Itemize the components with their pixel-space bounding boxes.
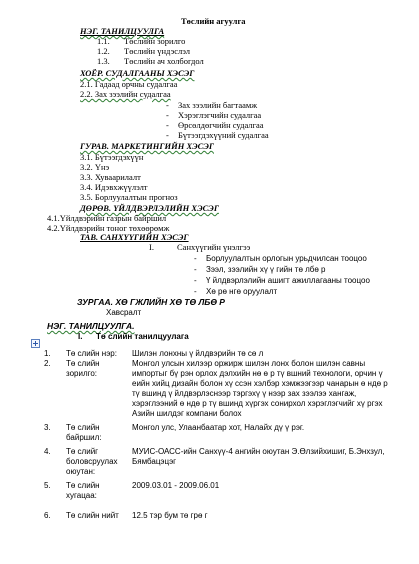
table-move-handle-icon[interactable]	[31, 339, 40, 348]
toc-item-2-1: 2.1. Гадаад орчны судалгаа	[80, 79, 178, 89]
table-row	[40, 349, 397, 359]
toc-section-5-heading: ТАВ. САНХҮҮГИЙН ХЭСЭГ	[80, 232, 189, 242]
toc-bullet-2-1: - Зах зээлийн багтаамж	[178, 100, 257, 110]
row-label: Тө слийн хугацаа:	[66, 481, 100, 500]
toc-bullet-2-3: - Өрсөлдөгчийн судалгаа	[178, 120, 264, 130]
row-number: 2.	[44, 359, 51, 368]
row-label: Тө слийн нэр:	[66, 349, 117, 358]
toc-bullet-5-1: - Борлуулалтын орлогын урьдчилсан тооцоо	[206, 254, 367, 263]
intro-heading: НЭГ. ТАНИЛЦУУЛГА.	[47, 321, 135, 331]
row-label: Тө слийн байршил:	[66, 423, 102, 442]
toc-section-4-heading: ДӨРӨВ. ҮЙЛДВЭРЛЭЛИЙН ХЭСЭГ	[80, 203, 219, 213]
toc-item-5-num: I.	[149, 242, 154, 252]
intro-sub-title: Тө слийн танилцуулага	[96, 332, 189, 341]
row-value: Монгол улс, Улаанбаатар хот, Налайх дү ү рэг.	[132, 423, 305, 432]
row-value: Шилэн лонхны ү йлдвэрийн тө сө л	[132, 349, 264, 358]
toc-item-3-2: 3.2. Үнэ	[80, 162, 110, 172]
row-value: Монгол улсын хилээр оржирж шилэн лонх болон шилэн савны импортыг бү рэн орлох дэлхийн нө ө р тү вшний технологи, орчин ү еийн хийц дизайн болон хү ссэн хэлбэр хэмжээгээр чанарын ө ндө р тү вшинд ү йлдвэрлэснээр тэргэхү ү нээр зах зээлээ хангаж, хэрэглээний ө ндө р тү вшинд хүргэх сонирхол хэрэглэгчийг хү ргэх Азийн шилдэг компани болох	[132, 359, 388, 418]
row-number: 6.	[44, 511, 51, 520]
toc-item-6-text: Хавсралт	[106, 308, 142, 317]
toc-item-1-3-text: Төслийн ач холбогдол	[124, 56, 204, 66]
row-number: 1.	[44, 349, 51, 358]
toc-bullet-5-4: - Хө рө нгө оруулалт	[206, 287, 277, 296]
row-value: 2009.03.01 - 2009.06.01	[132, 481, 220, 490]
toc-bullet-2-2: - Хэрэглэгчийн судалгаа	[178, 110, 261, 120]
toc-item-4-2: 4.2.Үйлдвэрийн тоног төхөөрөмж	[47, 223, 170, 233]
toc-item-1-1-num: 1.1.	[97, 36, 110, 46]
toc-item-1-3-num: 1.3.	[97, 56, 110, 66]
toc-item-1-2-text: Төслийн үндэслэл	[124, 46, 190, 56]
row-label: Тө слийн нийт	[66, 511, 119, 520]
toc-item-3-4: 3.4. Идэвхжүүлэлт	[80, 182, 148, 192]
table-row	[40, 501, 397, 525]
toc-bullet-2-4: - Бүтээгдэхүүний судалгаа	[178, 130, 269, 140]
row-value: 12.5 тэр бум тө грө г	[132, 511, 208, 520]
toc-item-3-5: 3.5. Борлуулалтын прогноз	[80, 192, 178, 202]
row-value: МУИС-ОАСС-ийн Санхүү-4 ангийн оюутан Э.Өлзийхишиг, Б.Энхзул, Бямбацэцэг	[132, 447, 385, 466]
toc-section-2-heading: ХОЁР. СУДАЛГААНЫ ХЭСЭГ	[80, 68, 195, 78]
toc-title: Төслийн агуулга	[181, 16, 246, 26]
toc-item-1-1-text: Төслийн зорилго	[124, 36, 186, 46]
row-label: Тө слийн зорилго:	[66, 359, 100, 378]
table-row	[40, 477, 397, 501]
row-number: 3.	[44, 423, 51, 432]
row-number: 5.	[44, 481, 51, 490]
table-row	[40, 443, 397, 477]
toc-section-1-heading: НЭГ. ТАНИЛЦУУЛГА	[80, 26, 165, 36]
table-row	[40, 359, 397, 419]
toc-section-3-heading: ГУРАВ. МАРКЕТИНГИЙН ХЭСЭГ	[80, 141, 214, 151]
toc-item-5-text: Санхүүгийн үнэлгээ	[177, 242, 251, 252]
toc-bullet-5-3: - Ү йлдвэрлэлийн ашигт ажиллагааны тооцоо	[206, 276, 370, 285]
row-label: Тө слийг боловсруулах оюутан:	[66, 447, 118, 476]
toc-item-4-1: 4.1.Үйлдвэрийн газрын байршил	[47, 213, 167, 223]
toc-bullet-5-2: - Зээл, зээлийн хү ү гийн тө лбө р	[206, 265, 325, 274]
row-number: 4.	[44, 447, 51, 456]
toc-item-2-2: 2.2. Зах зээлийн судалгаа	[80, 89, 171, 99]
toc-item-1-2-num: 1.2.	[97, 46, 110, 56]
intro-sub-num: I.	[78, 332, 83, 341]
toc-item-3-3: 3.3. Хуваарилалт	[80, 172, 141, 182]
toc-section-6-heading: ЗУРГАА. ХӨ ГЖЛИЙН ХӨ ТӨ ЛБӨ Р	[77, 297, 225, 307]
project-info-table	[40, 349, 397, 525]
toc-item-3-1: 3.1. Бүтээгдэхүүн	[80, 152, 144, 162]
table-row	[40, 419, 397, 443]
